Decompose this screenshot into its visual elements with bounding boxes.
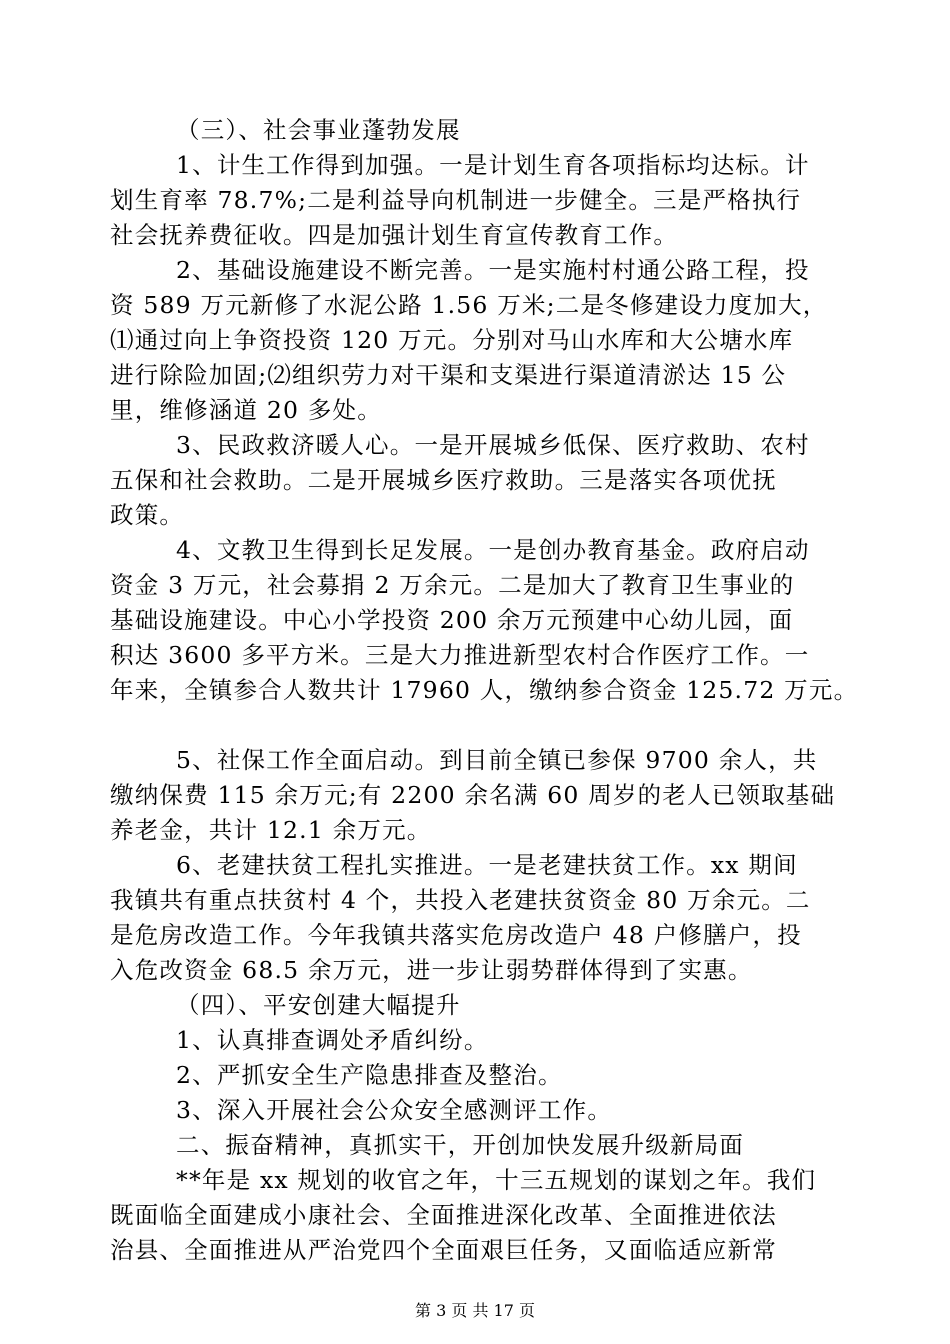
text-line: 社会抚养费征收。四是加强计划生育宣传教育工作。: [110, 221, 679, 249]
text-line: **年是 xx 规划的收官之年，十三五规划的谋划之年。我们: [176, 1166, 817, 1194]
text-line: 里，维修涵道 20 多处。: [110, 396, 382, 424]
text-line: 我镇共有重点扶贫村 4 个，共投入老建扶贫资金 80 万余元。二: [110, 886, 811, 914]
text-line: 进行除险加固;⑵组织劳力对干渠和支渠进行渠道清淤达 15 公: [110, 361, 787, 389]
text-line: ⑴通过向上争资投资 120 万元。分别对马山水库和大公塘水库: [110, 326, 794, 354]
text-line: 养老金，共计 12.1 余万元。: [110, 816, 432, 844]
text-line: 划生育率 78.7%;二是利益导向机制进一步健全。三是严格执行: [110, 186, 802, 214]
text-line: （三）、社会事业蓬勃发展: [176, 116, 461, 144]
text-line: 是危房改造工作。今年我镇共落实危房改造户 48 户修膳户，投: [110, 921, 802, 949]
text-line: 3、深入开展社会公众安全感测评工作。: [176, 1096, 613, 1124]
text-line: 1、认真排查调处矛盾纠纷。: [176, 1026, 489, 1054]
text-line: 积达 3600 多平方米。三是大力推进新型农村合作医疗工作。一: [110, 641, 810, 669]
text-line: （四）、平安创建大幅提升: [176, 991, 461, 1019]
text-line: 缴纳保费 115 余万元;有 2200 余名满 60 周岁的老人已领取基础: [110, 781, 836, 809]
text-line: 3、民政救济暖人心。一是开展城乡低保、医疗救助、农村: [176, 431, 810, 459]
text-line: 4、文教卫生得到长足发展。一是创办教育基金。政府启动: [176, 536, 810, 564]
text-line: 2、基础设施建设不断完善。一是实施村村通公路工程，投: [176, 256, 810, 284]
page-footer: 第 3 页 共 17 页: [415, 1301, 535, 1320]
text-line: 既面临全面建成小康社会、全面推进深化改革、全面推进依法: [110, 1201, 777, 1229]
text-line: 1、计生工作得到加强。一是计划生育各项指标均达标。计: [176, 151, 810, 179]
text-line: 2、严抓安全生产隐患排查及整治。: [176, 1061, 563, 1089]
text-line: 6、老建扶贫工程扎实推进。一是老建扶贫工作。xx 期间: [176, 851, 798, 879]
text-line: 二、振奋精神，真抓实干，开创加快发展升级新局面: [176, 1131, 745, 1159]
text-line: 资金 3 万元，社会募捐 2 万余元。二是加大了教育卫生事业的: [110, 571, 795, 599]
text-line: 治县、全面推进从严治党四个全面艰巨任务，又面临适应新常: [110, 1236, 777, 1264]
text-line: 资 589 万元新修了水泥公路 1.56 万米;二是冬修建设力度加大，: [110, 291, 828, 319]
text-line: 入危改资金 68.5 余万元，进一步让弱势群体得到了实惠。: [110, 956, 753, 984]
text-line: 基础设施建设。中心小学投资 200 余万元预建中心幼儿园，面: [110, 606, 794, 634]
text-line: 5、社保工作全面启动。到目前全镇已参保 9700 余人，共: [176, 746, 818, 774]
text-line: 五保和社会救助。二是开展城乡医疗救助。三是落实各项优抚: [110, 466, 777, 494]
text-line: 年来，全镇参合人数共计 17960 人，缴纳参合资金 125.72 万元。: [110, 676, 859, 704]
text-line: 政策。: [110, 501, 185, 529]
